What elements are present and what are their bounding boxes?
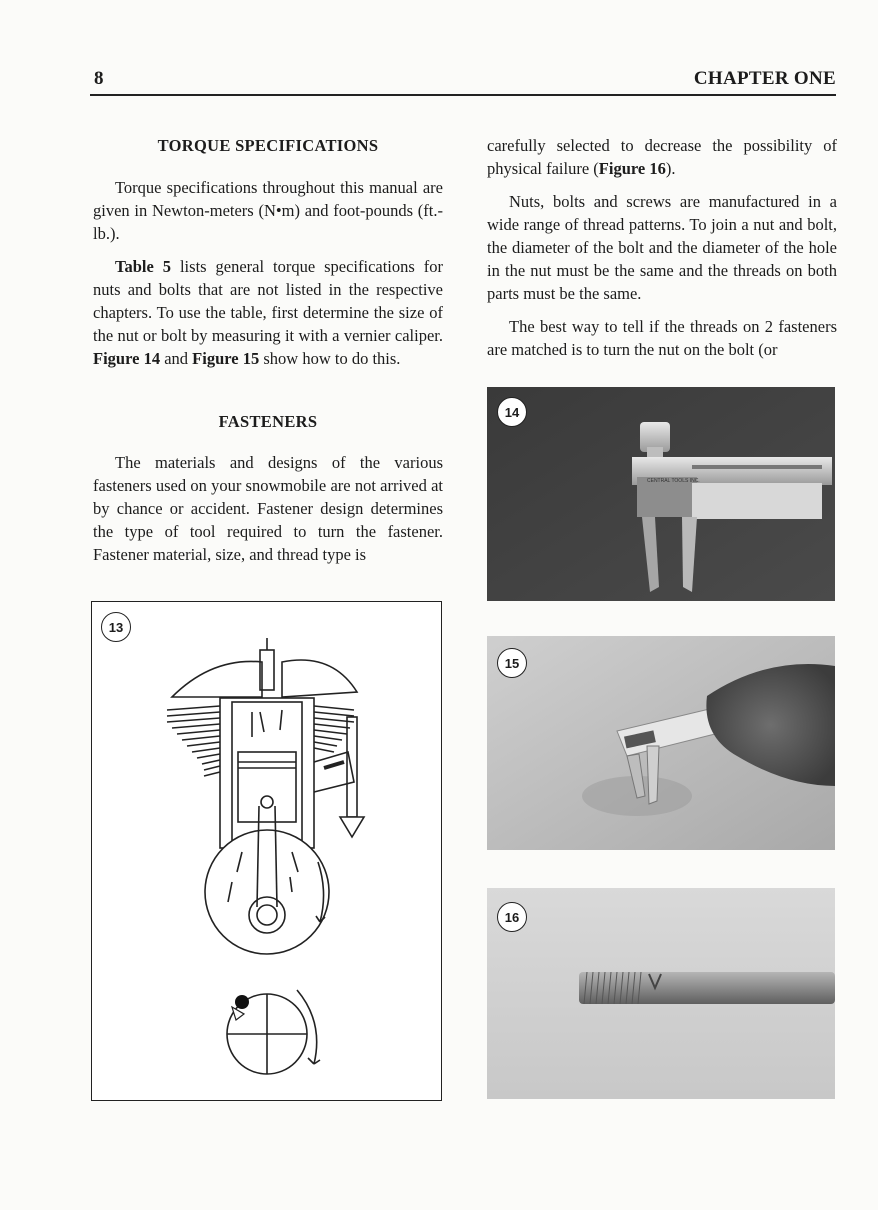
- fasteners-heading: FASTENERS: [218, 412, 318, 431]
- torque-specifications-heading: TORQUE SPECIFICATIONS: [157, 136, 379, 155]
- figure-15-ref[interactable]: Figure 15: [192, 349, 260, 368]
- figure-number-badge: 14: [497, 397, 527, 427]
- left-column: [93, 134, 443, 576]
- thread-matching-paragraph: The best way to tell if the threads on 2 fasteners are matched is to turn the nut on the bolt (or: [487, 317, 837, 359]
- chapter-title: CHAPTER ONE: [693, 68, 836, 89]
- figure-number-badge: 16: [497, 902, 527, 932]
- figure-13: [91, 601, 442, 1101]
- fasteners-paragraph: The materials and designs of the various fasteners used on your snowmobile are not arrived at by chance or accident. Fastener design determines the type of tool required to turn the fastener. Fastener material, size, and thread type is: [93, 453, 443, 564]
- figure-15: [487, 636, 835, 850]
- threaded-rod-photo: [487, 888, 835, 1099]
- fasteners-paragraph-continued: carefully selected to decrease the possibility of physical failure (Figure 16).: [487, 136, 837, 178]
- torque-paragraph-2: Table 5 lists general torque specifications for nuts and bolts that are not listed in the respective chapters. To use the table, first determine the size of the nut or bolt by measuring it with a vernier caliper. Figure 14 and Figure 15 show how to do this.: [93, 257, 443, 368]
- figure-16: [487, 888, 835, 1099]
- header-rule: [90, 94, 836, 96]
- right-column: [487, 134, 837, 371]
- torque-paragraph-1: Torque specifications throughout this manual are given in Newton-meters (N•m) and foot-pounds (ft.-lb.).: [93, 178, 443, 243]
- engine-cycle-diagram: [92, 602, 441, 1100]
- figure-14-ref[interactable]: Figure 14: [93, 349, 161, 368]
- page-number: 8: [94, 68, 104, 89]
- figure-number-badge: 15: [497, 648, 527, 678]
- caliper-measuring-bolt-photo: [487, 387, 835, 601]
- thread-patterns-paragraph: Nuts, bolts and screws are manufactured in a wide range of thread patterns. To join a nut and bolt, the diameter of the bolt and the diameter of the hole in the nut must be the same and the threads on both parts must be the same.: [487, 192, 837, 303]
- figure-number-badge: 13: [101, 612, 131, 642]
- caliper-brand-label: CENTRAL TOOLS INC.: [647, 478, 700, 484]
- table-5-ref[interactable]: Table 5: [115, 257, 172, 276]
- hand-holding-caliper-photo: [487, 636, 835, 850]
- figure-14: [487, 387, 835, 601]
- figure-16-ref[interactable]: Figure 16: [598, 159, 666, 178]
